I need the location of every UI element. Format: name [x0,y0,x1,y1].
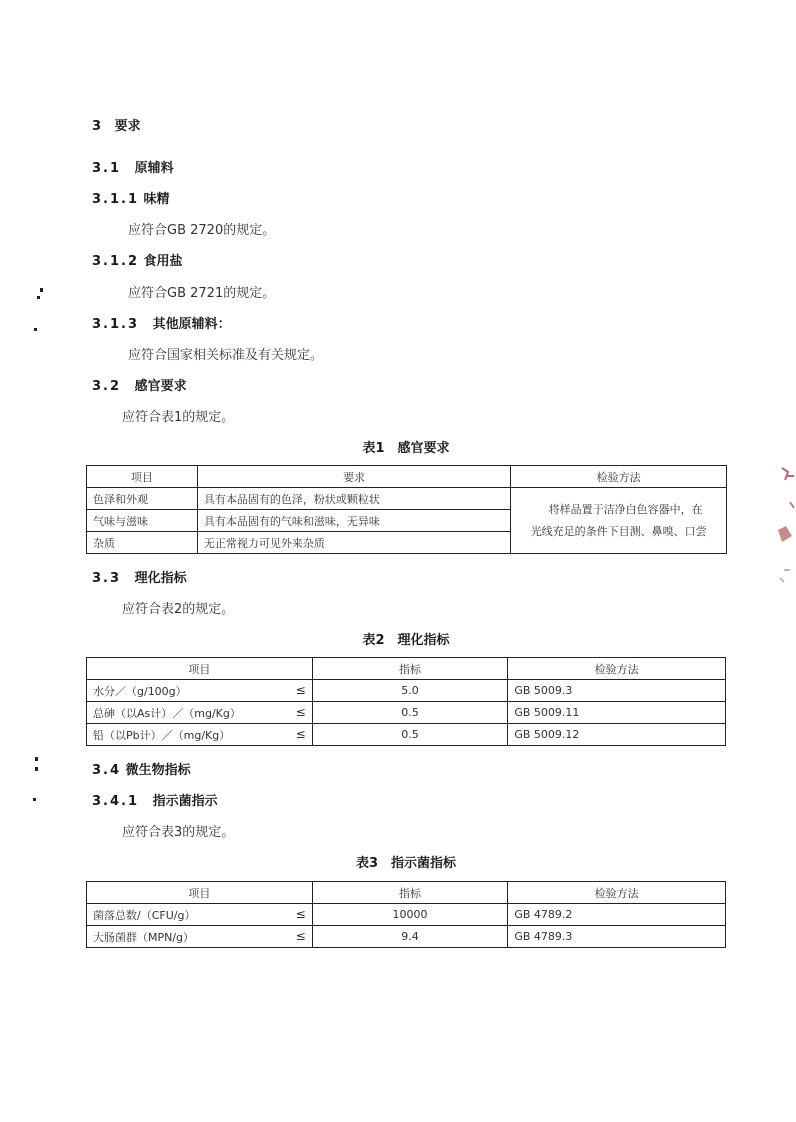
table-header-row [87,466,727,488]
table-header-row [87,882,726,904]
header-cell: 指标 [312,882,508,904]
paragraph-3-2: 应符合表1的规定。 [122,410,235,425]
scan-mark [37,296,40,299]
section-title: 要求 [114,119,141,134]
item-label: 铅（以Pb计）／（mg/Kg） [93,728,231,742]
table-cell: 气味与滋味 [87,510,198,532]
method-cell [511,488,727,554]
table-row [87,904,726,926]
le-symbol: ≤ [295,928,306,943]
section-title: 感官要求 [134,379,187,394]
table-cell: 10000 [312,904,508,926]
paragraph-3-4-1: 应符合表3的规定。 [122,825,235,840]
table2 [86,657,726,746]
table-cell: 色泽和外观 [87,488,198,510]
table-row [87,702,726,724]
table-cell [87,926,313,948]
le-symbol: ≤ [295,704,306,719]
section-title: 原辅料 [134,161,174,176]
section-number: 3.1.2 [92,254,140,269]
section-title: 其他原辅料： [152,317,231,332]
scan-mark [40,288,43,292]
method-line: 将样品置于洁净白色容器中，在 [548,502,703,516]
heading-3-1-2 [92,250,183,269]
section-title: 指示菌指示 [152,794,218,809]
table-cell: GB 4789.2 [508,904,726,926]
header-cell: 项目 [87,658,313,680]
paragraph-3-3: 应符合表2的规定。 [122,602,235,617]
table-cell: 无正常视力可见外来杂质 [197,532,510,554]
table-cell: 杂质 [87,532,198,554]
heading-3-4-1 [92,790,218,809]
heading-3-2 [92,375,187,394]
table-cell [87,724,313,746]
scan-mark [35,757,38,761]
table-cell: GB 5009.3 [508,680,726,702]
section-number: 3.4 [92,763,122,778]
table1-caption: 表1 感官要求 [362,441,450,456]
header-cell: 检验方法 [508,658,726,680]
item-label: 大肠菌群（MPN/g） [93,930,195,944]
table-row [87,680,726,702]
table-cell: GB 5009.12 [508,724,726,746]
header-cell: 项目 [87,882,313,904]
section-title: 味精 [143,192,170,207]
heading-3-4 [92,759,191,778]
section-title: 食用盐 [143,254,183,269]
table-cell: 0.5 [312,724,508,746]
scan-mark [34,328,37,331]
item-label: 水分／（g/100g） [93,684,187,698]
table-row [87,724,726,746]
header-cell: 检验方法 [511,466,727,488]
section-number: 3 [92,119,102,134]
table-cell: GB 5009.11 [508,702,726,724]
paragraph-3-1-3: 应符合国家相关标准及有关规定。 [128,348,324,363]
section-number: 3.2 [92,379,122,394]
method-line: 光线充足的条件下目测、鼻嗅、口尝 [530,524,707,538]
table-header-row [87,658,726,680]
paragraph-3-1-1: 应符合GB 2720的规定。 [128,223,276,238]
header-cell: 项目 [87,466,198,488]
table-cell: 0.5 [312,702,508,724]
header-cell: 检验方法 [508,882,726,904]
table-cell: 具有本品固有的色泽，粉状或颗粒状 [197,488,510,510]
le-symbol: ≤ [295,682,306,697]
le-symbol: ≤ [295,726,306,741]
table-cell: 5.0 [312,680,508,702]
heading-3-3 [92,567,187,586]
section-number: 3.3 [92,571,122,586]
table-row [87,488,727,510]
table-row [87,926,726,948]
heading-3-1-1 [92,188,170,207]
stamp-fragment [772,462,796,602]
table-cell [87,680,313,702]
le-symbol: ≤ [295,906,306,921]
heading-3-1 [92,157,174,176]
heading-3-1-3 [92,313,231,332]
table-cell [87,702,313,724]
paragraph-3-1-2: 应符合GB 2721的规定。 [128,286,276,301]
header-cell: 要求 [197,466,510,488]
heading-3 [92,115,141,134]
section-number: 3.1.1 [92,192,140,207]
section-title: 微生物指标 [125,763,191,778]
table3-caption: 表3 指示菌指标 [355,856,457,871]
table3 [86,881,726,948]
scan-mark [33,798,36,801]
section-number: 3.1.3 [92,317,140,332]
item-label: 菌落总数/（CFU/g） [93,908,196,922]
section-number: 3.1 [92,161,122,176]
table1 [86,465,727,554]
table-cell: 具有本品固有的气味和滋味，无异味 [197,510,510,532]
table-cell: 9.4 [312,926,508,948]
scan-mark [35,767,38,771]
table2-caption: 表2 理化指标 [362,633,450,648]
table-cell: GB 4789.3 [508,926,726,948]
section-title: 理化指标 [134,571,187,586]
header-cell: 指标 [312,658,508,680]
section-number: 3.4.1 [92,794,140,809]
item-label: 总砷（以As计）／（mg/Kg） [93,706,241,720]
table-cell [87,904,313,926]
